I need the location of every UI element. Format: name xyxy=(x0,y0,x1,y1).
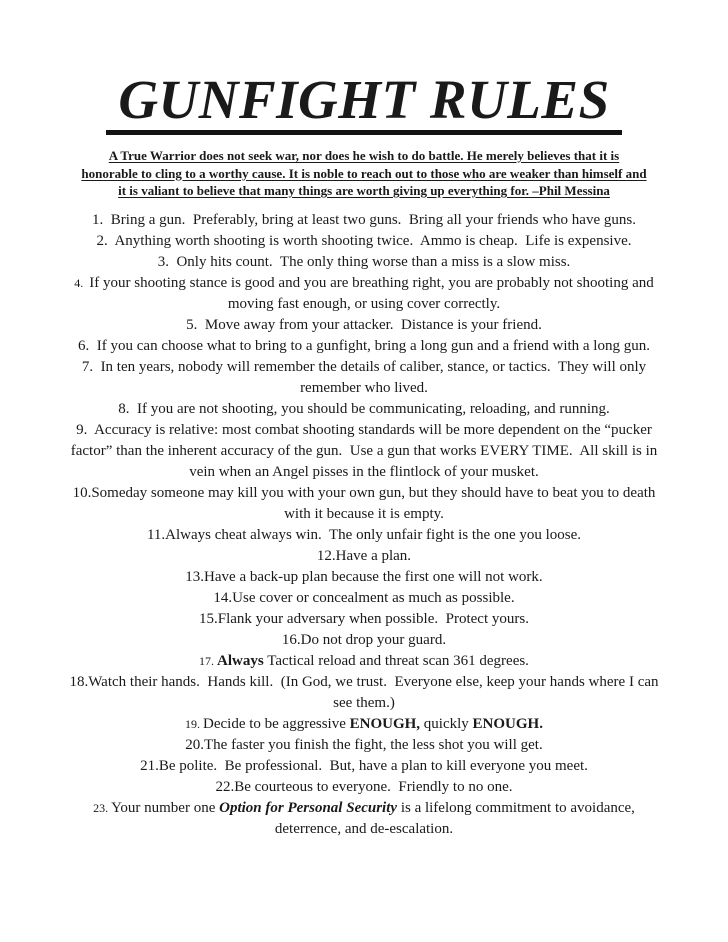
rule-text: ENOUGH, xyxy=(349,715,421,732)
rule-text: Anything worth shooting is worth shooting twice. Ammo is cheap. Life is expensive. xyxy=(114,232,632,249)
rule-item xyxy=(68,231,660,252)
rule-number: 19. xyxy=(185,716,203,731)
rule-text: Always xyxy=(217,652,264,669)
rule-number: 9. xyxy=(76,421,95,438)
rule-number: 15. xyxy=(199,610,218,627)
rule-number: 7. xyxy=(81,358,101,375)
rule-number: 18. xyxy=(69,673,89,690)
rule-text: Flank your adversary when possible. Protect yours. xyxy=(217,610,529,627)
rule-number: 10. xyxy=(72,484,92,501)
page-title-text: GUNFIGHT RULES xyxy=(106,70,621,135)
rule-item xyxy=(68,735,660,756)
quote-line: honorable to cling to a worthy cause. It is noble to reach out to those who are weaker than himself and xyxy=(81,165,647,181)
quote-line: it is valiant to believe that many things are worth giving up everything for. –Phil Messina xyxy=(118,183,610,198)
rule-item xyxy=(68,714,660,735)
rule-number: 2. xyxy=(96,232,115,249)
rule-text: Always cheat always win. The only unfair fight is the one you loose. xyxy=(165,526,582,543)
rule-item xyxy=(68,609,660,630)
rule-text: Accuracy is relative: most combat shooting standards will be more dependent on the “pucker factor” than the inherent accuracy of the gun. Use a gun that works EVERY TIME. All skill is in vein when an Angel pisses in the flintlock of your musket. xyxy=(70,421,662,480)
quote-line: A True Warrior does not seek war, nor does he wish to do battle. He merely believes that it is xyxy=(108,148,620,163)
rule-text: Tactical reload and threat scan 361 degrees. xyxy=(263,652,529,669)
rule-text: Do not drop your guard. xyxy=(300,631,447,648)
rule-text: Watch their hands. Hands kill. (In God, we trust. Everyone else, keep your hands where I can see them.) xyxy=(88,673,663,711)
rule-item xyxy=(68,252,660,273)
rule-number: 14. xyxy=(213,589,233,606)
rule-text: ENOUGH. xyxy=(472,715,543,732)
rule-number: 11. xyxy=(146,526,166,543)
rule-number: 5. xyxy=(186,316,205,333)
rule-item xyxy=(68,672,663,714)
rule-item xyxy=(68,399,660,420)
rule-number: 16. xyxy=(281,631,301,648)
rule-item xyxy=(68,210,660,231)
rule-number: 8. xyxy=(118,400,137,417)
rule-text: Be courteous to everyone. Friendly to no one. xyxy=(234,778,513,795)
rule-number: 21. xyxy=(140,757,159,774)
rule-number: 12. xyxy=(316,547,336,564)
rule-text: Be polite. Be professional. But, have a plan to kill everyone you meet. xyxy=(158,757,588,774)
rule-item xyxy=(68,756,660,777)
rule-text: Move away from your attacker. Distance is your friend. xyxy=(204,316,542,333)
rule-text: is a lifelong commitment to avoidance, deterrence, and de-escalation. xyxy=(274,799,639,837)
rule-number: 4. xyxy=(74,275,90,290)
rule-number: 17. xyxy=(199,653,218,668)
rule-item xyxy=(68,483,660,525)
rule-item xyxy=(68,315,660,336)
rule-item xyxy=(68,546,660,567)
rule-text: Only hits count. The only thing worse than a miss is a slow miss. xyxy=(176,253,571,270)
rule-text: Someday someone may kill you with your own gun, but they should have to beat you to death with it because it is empty. xyxy=(91,484,660,522)
rule-item xyxy=(68,525,660,546)
rule-text: Have a plan. xyxy=(335,547,412,564)
rule-text: If you are not shooting, you should be communicating, reloading, and running. xyxy=(136,400,610,417)
rule-item xyxy=(68,798,660,840)
rule-item xyxy=(68,777,660,798)
epigraph-quote xyxy=(0,147,728,200)
rule-text: If your shooting stance is good and you are breathing right, you are probably not shooting and moving fast enough, or using cover correctly. xyxy=(89,274,658,312)
rule-text: Bring a gun. Preferably, bring at least two guns. Bring all your friends who have guns. xyxy=(110,211,636,228)
rule-item xyxy=(68,588,660,609)
rule-number: 1. xyxy=(92,211,111,228)
rule-number: 6. xyxy=(78,337,97,354)
rules-list xyxy=(68,210,663,840)
rule-item xyxy=(68,567,660,588)
rule-item xyxy=(68,336,660,357)
rule-text: If you can choose what to bring to a gunfight, bring a long gun and a friend with a long gun. xyxy=(96,337,650,354)
rule-item xyxy=(68,630,660,651)
rule-item xyxy=(68,420,660,483)
rule-text: Decide to be aggressive xyxy=(203,715,350,732)
rule-item xyxy=(68,357,660,399)
page-title xyxy=(0,70,728,135)
rule-text: Your number one xyxy=(111,799,220,816)
rule-number: 13. xyxy=(185,568,205,585)
rule-number: 22. xyxy=(215,778,235,795)
rule-text: quickly xyxy=(420,715,473,732)
rule-text: In ten years, nobody will remember the details of caliber, stance, or tactics. They will only remember who lived. xyxy=(100,358,650,396)
rule-number: 3. xyxy=(157,253,177,270)
rule-text: Have a back-up plan because the first one will not work. xyxy=(204,568,543,585)
rule-text: Use cover or concealment as much as possible. xyxy=(232,589,515,606)
rule-number: 23. xyxy=(93,800,112,815)
rule-item xyxy=(68,651,660,672)
rule-text: Option for Personal Security xyxy=(219,799,398,816)
rule-text: The faster you finish the fight, the less shot you will get. xyxy=(204,736,543,753)
rule-item xyxy=(68,273,660,315)
rule-number: 20. xyxy=(185,736,205,753)
